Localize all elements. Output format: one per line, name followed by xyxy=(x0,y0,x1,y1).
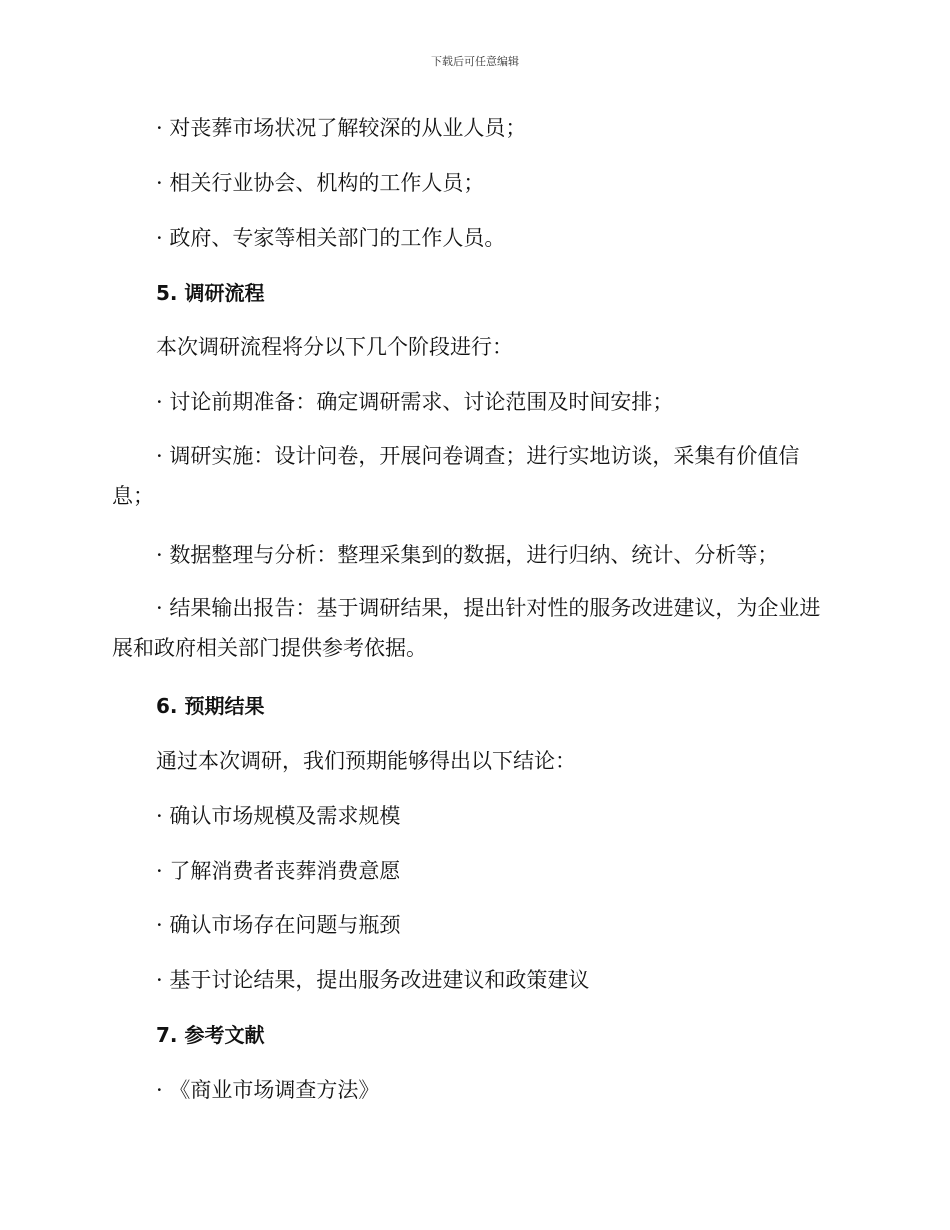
paragraph: 本次调研流程将分以下几个阶段进行： xyxy=(156,335,513,359)
section-heading: 7. 参考文献 xyxy=(156,1023,265,1047)
bullet-item: · 基于讨论结果，提出服务改进建议和政策建议 xyxy=(156,968,590,992)
bullet-item: · 结果输出报告：基于调研结果，提出针对性的服务改进建议，为企业进展和政府相关部门提供参考依据。 xyxy=(112,596,821,660)
section-heading: 5. 调研流程 xyxy=(156,281,265,305)
paragraph: 通过本次调研，我们预期能够得出以下结论： xyxy=(156,749,576,773)
section-heading: 6. 预期结果 xyxy=(156,694,265,718)
bullet-item: · 确认市场存在问题与瓶颈 xyxy=(156,913,401,937)
bullet-item: · 了解消费者丧葬消费意愿 xyxy=(156,859,401,883)
page-header: 下载后可任意编辑 xyxy=(431,55,519,68)
bullet-item: · 《商业市场调查方法》 xyxy=(156,1078,380,1102)
bullet-item: · 数据整理与分析：整理采集到的数据，进行归纳、统计、分析等； xyxy=(156,543,779,567)
bullet-item: · 确认市场规模及需求规模 xyxy=(156,804,401,828)
bullet-item: · 相关行业协会、机构的工作人员； xyxy=(156,171,485,195)
bullet-item: · 对丧葬市场状况了解较深的从业人员； xyxy=(156,116,527,140)
bullet-item: · 讨论前期准备：确定调研需求、讨论范围及时间安排； xyxy=(156,390,674,414)
bullet-item: · 政府、专家等相关部门的工作人员。 xyxy=(156,226,506,250)
bullet-item: · 调研实施：设计问卷，开展问卷调查；进行实地访谈，采集有价值信息； xyxy=(112,444,800,508)
